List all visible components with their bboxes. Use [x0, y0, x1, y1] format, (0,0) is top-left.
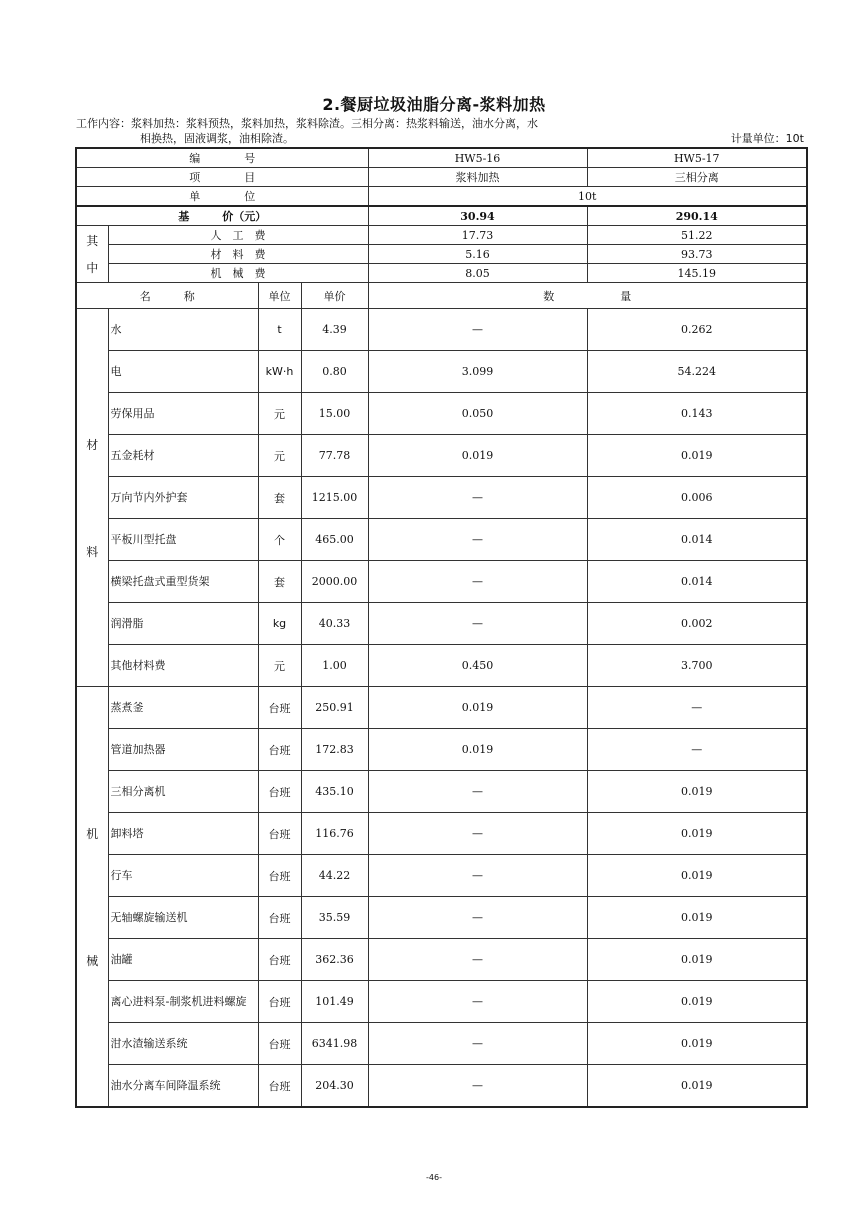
- labor-col1: 17.73: [368, 226, 587, 245]
- unit-label: 单 位: [76, 187, 368, 207]
- machinery-name: 泔水渣输送系统: [108, 1023, 258, 1065]
- machinery-q2: 0.019: [587, 1065, 807, 1108]
- material-name: 其他材料费: [108, 645, 258, 687]
- machinery-q1: —: [368, 855, 587, 897]
- material-unit: t: [258, 309, 301, 351]
- machinery-row: [76, 771, 807, 813]
- labor-row: [76, 226, 807, 245]
- machinery-name: 行车: [108, 855, 258, 897]
- labor-label: 人 工 费: [108, 226, 368, 245]
- machine-fee-row: [76, 264, 807, 283]
- machinery-q2: 0.019: [587, 897, 807, 939]
- machinery-q2: 0.019: [587, 813, 807, 855]
- material-name: 平板川型托盘: [108, 519, 258, 561]
- unit-row: [76, 187, 807, 207]
- machinery-q1: —: [368, 1065, 587, 1108]
- machinery-unit: 台班: [258, 981, 301, 1023]
- base-price-col1: 30.94: [368, 206, 587, 226]
- machinery-q2: —: [587, 729, 807, 771]
- material-q1: 0.450: [368, 645, 587, 687]
- material-q2: 0.014: [587, 561, 807, 603]
- material-row: [76, 309, 807, 351]
- machinery-q1: 0.019: [368, 687, 587, 729]
- machinery-q1: —: [368, 981, 587, 1023]
- material-q2: 0.262: [587, 309, 807, 351]
- machinery-unit: 台班: [258, 687, 301, 729]
- machinery-q1: —: [368, 1023, 587, 1065]
- code-row: [76, 148, 807, 168]
- material-name: 水: [108, 309, 258, 351]
- machinery-price: 435.10: [301, 771, 368, 813]
- code-col2: HW5-17: [587, 148, 807, 168]
- material-row: [76, 519, 807, 561]
- material-q1: —: [368, 603, 587, 645]
- machinery-price: 6341.98: [301, 1023, 368, 1065]
- materials-category: [76, 309, 108, 687]
- machinery-q2: 0.019: [587, 1023, 807, 1065]
- material-unit: 元: [258, 393, 301, 435]
- base-price-label: 基 价（元）: [76, 206, 368, 226]
- machinery-unit: 台班: [258, 1023, 301, 1065]
- material-price: 15.00: [301, 393, 368, 435]
- material-price: 465.00: [301, 519, 368, 561]
- machinery-q2: 0.019: [587, 981, 807, 1023]
- work-content-line2: 相换热，固液调浆，油相除渣。: [140, 132, 294, 145]
- machine-fee-col2: 145.19: [587, 264, 807, 283]
- material-q1: —: [368, 519, 587, 561]
- material-q2: 54.224: [587, 351, 807, 393]
- machinery-q1: —: [368, 897, 587, 939]
- material-unit: kg: [258, 603, 301, 645]
- machinery-price: 362.36: [301, 939, 368, 981]
- material-name: 万向节内外护套: [108, 477, 258, 519]
- item-row: [76, 168, 807, 187]
- of-which-bottom: 中: [86, 261, 99, 275]
- machinery-q2: 0.019: [587, 771, 807, 813]
- machinery-price: 101.49: [301, 981, 368, 1023]
- work-content-line1: 工作内容：浆料加热：浆料预热，浆料加热，浆料除渣。三相分离：热浆料输送，油水分离，水: [76, 117, 538, 130]
- base-price-col2: 290.14: [587, 206, 807, 226]
- machinery-q1: —: [368, 771, 587, 813]
- material-price: 4.39: [301, 309, 368, 351]
- machinery-row: [76, 939, 807, 981]
- material-q2: 3.700: [587, 645, 807, 687]
- machinery-row: [76, 981, 807, 1023]
- material-unit: 元: [258, 645, 301, 687]
- material-row: [76, 393, 807, 435]
- unit-col-header: 单位: [258, 283, 301, 309]
- material-row: [76, 435, 807, 477]
- material-q1: 0.050: [368, 393, 587, 435]
- base-price-row: [76, 206, 807, 226]
- page-number: -46-: [426, 1173, 442, 1182]
- item-label: 项 目: [76, 168, 368, 187]
- machinery-price: 204.30: [301, 1065, 368, 1108]
- machine-fee-col1: 8.05: [368, 264, 587, 283]
- material-row: [76, 477, 807, 519]
- quota-table: [75, 147, 808, 1108]
- machine-fee-label: 机 械 费: [108, 264, 368, 283]
- machinery-q1: 0.019: [368, 729, 587, 771]
- machinery-name: 卸料塔: [108, 813, 258, 855]
- material-q1: —: [368, 309, 587, 351]
- machinery-q1: —: [368, 939, 587, 981]
- page-title: 2.餐厨垃圾油脂分离-浆料加热: [322, 95, 546, 114]
- machinery-unit: 台班: [258, 855, 301, 897]
- machinery-price: 35.59: [301, 897, 368, 939]
- machinery-unit: 台班: [258, 729, 301, 771]
- machinery-name: 蒸煮釜: [108, 687, 258, 729]
- material-q1: —: [368, 477, 587, 519]
- machinery-name: 管道加热器: [108, 729, 258, 771]
- material-fee-label: 材 料 费: [108, 245, 368, 264]
- machinery-price: 250.91: [301, 687, 368, 729]
- material-price: 2000.00: [301, 561, 368, 603]
- machinery-q2: 0.019: [587, 855, 807, 897]
- quantity-col-header: 数 量: [368, 283, 807, 309]
- machinery-row: [76, 687, 807, 729]
- machinery-category: [76, 687, 108, 1108]
- material-q2: 0.002: [587, 603, 807, 645]
- material-row: [76, 561, 807, 603]
- material-price: 0.80: [301, 351, 368, 393]
- material-price: 40.33: [301, 603, 368, 645]
- machinery-row: [76, 897, 807, 939]
- material-q1: —: [368, 561, 587, 603]
- material-q2: 0.143: [587, 393, 807, 435]
- materials-category-bottom: 料: [86, 544, 99, 559]
- material-price: 77.78: [301, 435, 368, 477]
- measure-unit: 计量单位：10t: [730, 132, 804, 145]
- machinery-unit: 台班: [258, 939, 301, 981]
- machinery-unit: 台班: [258, 897, 301, 939]
- material-name: 五金耗材: [108, 435, 258, 477]
- machinery-row: [76, 1065, 807, 1108]
- material-unit: 套: [258, 561, 301, 603]
- of-which-top: 其: [86, 234, 99, 248]
- machinery-unit: 台班: [258, 813, 301, 855]
- unit-value: 10t: [368, 187, 807, 207]
- material-q1: 3.099: [368, 351, 587, 393]
- machinery-q1: —: [368, 813, 587, 855]
- machinery-category-bottom: 械: [86, 953, 99, 968]
- machinery-row: [76, 729, 807, 771]
- material-unit: kW·h: [258, 351, 301, 393]
- material-name: 劳保用品: [108, 393, 258, 435]
- machinery-price: 116.76: [301, 813, 368, 855]
- machinery-row: [76, 813, 807, 855]
- machinery-price: 172.83: [301, 729, 368, 771]
- material-price: 1215.00: [301, 477, 368, 519]
- material-fee-col2: 93.73: [587, 245, 807, 264]
- machinery-q2: 0.019: [587, 939, 807, 981]
- item-col1: 浆料加热: [368, 168, 587, 187]
- material-price: 1.00: [301, 645, 368, 687]
- material-q1: 0.019: [368, 435, 587, 477]
- material-unit: 元: [258, 435, 301, 477]
- machinery-category-top: 机: [86, 826, 99, 841]
- material-q2: 0.019: [587, 435, 807, 477]
- column-header-row: [76, 283, 807, 309]
- material-name: 电: [108, 351, 258, 393]
- machinery-row: [76, 855, 807, 897]
- machinery-unit: 台班: [258, 771, 301, 813]
- machinery-unit: 台班: [258, 1065, 301, 1108]
- machinery-name: 油罐: [108, 939, 258, 981]
- material-name: 横梁托盘式重型货架: [108, 561, 258, 603]
- code-label: 编 号: [76, 148, 368, 168]
- machinery-price: 44.22: [301, 855, 368, 897]
- machinery-row: [76, 1023, 807, 1065]
- materials-category-top: 材: [86, 437, 99, 452]
- machinery-name: 离心进料泵-制浆机进料螺旋: [108, 981, 258, 1023]
- material-fee-col1: 5.16: [368, 245, 587, 264]
- price-col-header: 单价: [301, 283, 368, 309]
- material-unit: 个: [258, 519, 301, 561]
- material-unit: 套: [258, 477, 301, 519]
- machinery-q2: —: [587, 687, 807, 729]
- machinery-name: 三相分离机: [108, 771, 258, 813]
- code-col1: HW5-16: [368, 148, 587, 168]
- of-which-label: [76, 226, 108, 283]
- material-fee-row: [76, 245, 807, 264]
- item-col2: 三相分离: [587, 168, 807, 187]
- machinery-name: 油水分离车间降温系统: [108, 1065, 258, 1108]
- machinery-name: 无轴螺旋输送机: [108, 897, 258, 939]
- material-row: [76, 645, 807, 687]
- material-row: [76, 603, 807, 645]
- labor-col2: 51.22: [587, 226, 807, 245]
- material-name: 润滑脂: [108, 603, 258, 645]
- name-col-header: 名 称: [76, 283, 258, 309]
- material-row: [76, 351, 807, 393]
- material-q2: 0.014: [587, 519, 807, 561]
- material-q2: 0.006: [587, 477, 807, 519]
